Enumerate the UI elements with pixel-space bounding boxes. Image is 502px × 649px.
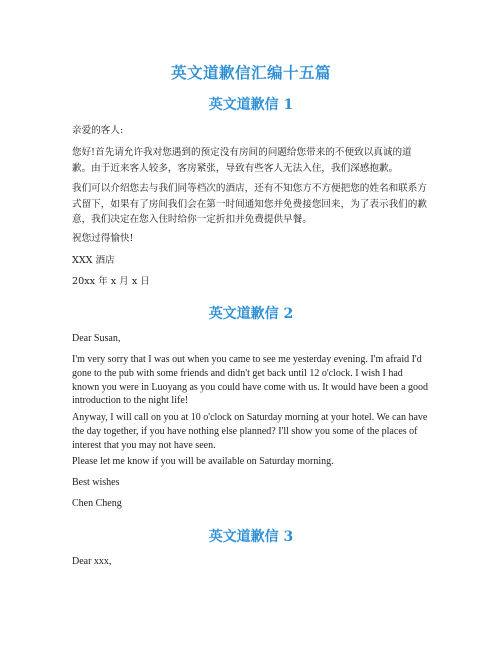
letter-3-salutation: Dear xxx, (72, 556, 112, 567)
letter-2-salutation: Dear Susan, (72, 333, 121, 344)
letter-2-paragraph-2: Anyway, I will call on you at 10 o'clock on Saturday morning at your hotel. We can have the day together, if you have nothing else planned? I'll show you some of the places of interest that you may not have seen. (72, 412, 428, 451)
letter-1-paragraph-1: 您好!首先请允许我对您遇到的预定没有房间的问题给您带来的不便致以真诚的道歉。由于近来客人较多，客房紧张，导致有些客人无法入住，我们深感抱歉。 (72, 147, 412, 174)
letter-2-paragraph-3: Please let me know if you will be available on Saturday morning. (72, 456, 334, 467)
letter-1-paragraph-2: 我们可以介绍您去与我们同等档次的酒店，还有不知您方不方便把您的姓名和联系方式留下，如果有了房间我们会在第一时间通知您并免费接您回来，为了表示我们的歉意，我们决定在您入住时给你一定折扣并免费提供早餐。 (72, 183, 427, 226)
document-title: 英文道歉信汇编十五篇 (170, 63, 331, 82)
letter-2-paragraph-1: I'm very sorry that I was out when you came to see me yesterday evening. I'm afraid I'd gone to the pub with some friends and didn't get back until 12 o'clock. I wish I had known you were in Luoyang as you could have come with us. It would have been a good introduction to the night life! (72, 354, 429, 407)
letter-1-closing: 祝您过得愉快! (72, 233, 134, 244)
letter-2-closing: Best wishes (72, 477, 120, 488)
letter-1-date: 20xx 年 x 月 x 日 (72, 276, 150, 287)
letter-1-signature: XXX 酒店 (72, 255, 115, 266)
letter-1-salutation: 亲爱的客人: (72, 125, 124, 136)
letter-2-signature: Chen Cheng (72, 498, 122, 509)
letter-1-heading: 英文道歉信 1 (208, 97, 294, 113)
letter-2-heading: 英文道歉信 2 (208, 306, 294, 322)
letter-3-heading: 英文道歉信 3 (208, 529, 294, 545)
